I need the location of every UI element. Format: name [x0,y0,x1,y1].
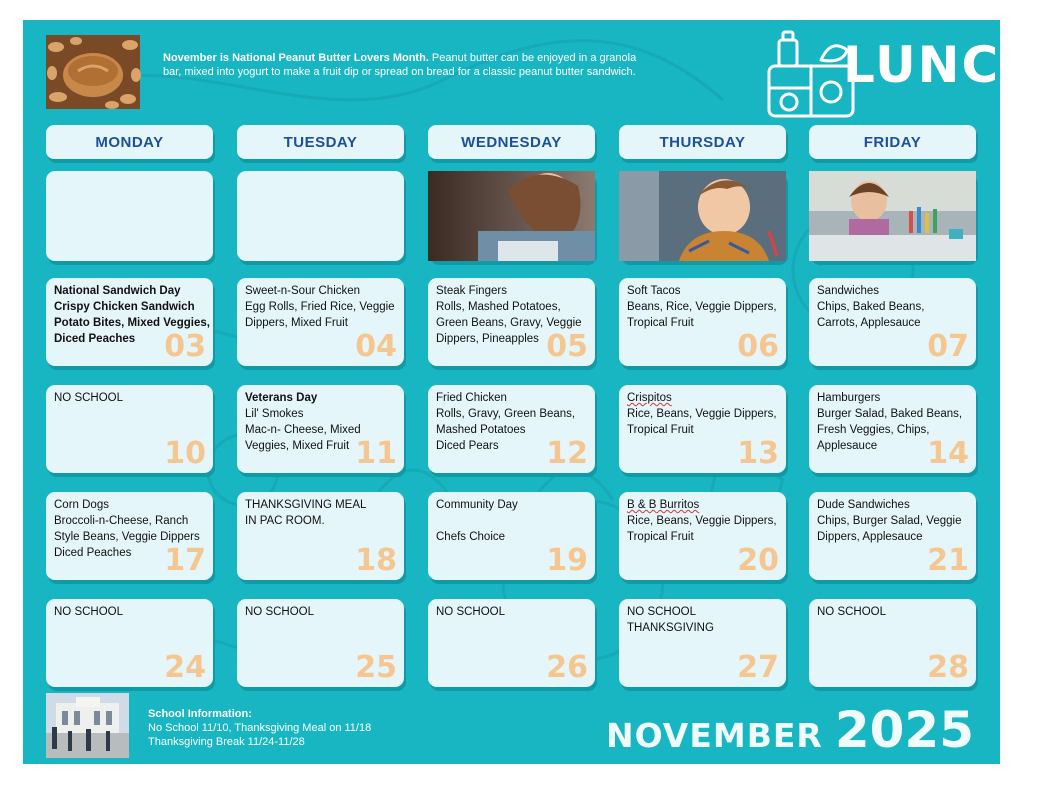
menu-item-line: Sandwiches [817,285,880,297]
day-header-monday: MONDAY [46,125,213,159]
menu-item-line: Tropical Fruit [627,531,694,543]
menu-item-line: Mashed Potatoes [436,424,526,436]
date-number: 07 [927,329,969,364]
school-info-line: Thanksgiving Break 11/24-11/28 [148,736,305,748]
menu-item-line: Veterans Day [245,392,318,404]
menu-item-line: Tropical Fruit [627,317,694,329]
day-header-wednesday: WEDNESDAY [428,125,595,159]
menu-item-line: Carrots, Applesauce [817,317,921,329]
menu-item-line: NO SCHOOL [627,606,697,618]
date-number: 26 [546,650,588,685]
date-number: 18 [355,543,397,578]
menu-item-line [436,513,589,529]
student-drawing-photo [619,171,786,261]
menu-item-line: Hamburgers [817,392,881,404]
peanut-butter-fact-bold: November is National Peanut Butter Lovers Month. [163,52,429,64]
menu-item-line: Sweet-n-Sour Chicken [245,285,361,297]
student-writing-photo [428,171,595,261]
menu-item-line: National Sandwich Day [54,285,181,297]
menu-item-line: Fresh Veggies, Chips, [817,424,930,436]
menu-item-line: Dude Sandwiches [817,499,910,511]
menu-item-line: Dippers, Mixed Fruit [245,317,348,329]
menu-item-line: Tropical Fruit [627,424,694,436]
menu-items [436,497,589,545]
menu-item-line: Chips, Baked Beans, [817,301,925,313]
menu-item-line: Steak Fingers [436,285,507,297]
menu-items [627,497,780,545]
month-year-title [606,701,974,759]
menu-day-cell [428,278,595,366]
menu-item-line: Broccoli-n-Cheese, Ranch [54,515,189,527]
date-number: 14 [927,436,969,471]
menu-day-cell [809,599,976,687]
menu-item-line: NO SCHOOL [245,606,315,618]
menu-items [245,497,398,529]
menu-day-cell [237,492,404,580]
menu-item-line: Crispy Chicken Sandwich [54,301,195,313]
menu-day-cell [237,278,404,366]
lunch-menu-sheet [23,20,1044,764]
peanut-butter-photo [46,35,140,109]
date-number: 19 [546,543,588,578]
menu-day-cell [428,599,595,687]
menu-day-cell [237,385,404,473]
menu-item-line: Fried Chicken [436,392,507,404]
menu-item-line: Veggies, Mixed Fruit [245,440,350,452]
date-number: 11 [355,436,397,471]
menu-item-line: Diced Peaches [54,547,132,559]
day-header-friday: FRIDAY [809,125,976,159]
menu-day-cell [809,385,976,473]
menu-day-cell [428,492,595,580]
menu-item-line: Rolls, Gravy, Green Beans, [436,408,576,420]
menu-items [245,604,398,620]
menu-item-line: Burger Salad, Baked Beans, [817,408,963,420]
menu-item-line: Diced Pears [436,440,499,452]
date-number: 03 [164,329,206,364]
menu-item-line: NO SCHOOL [817,606,887,618]
photo-placeholder-tuesday [237,171,404,261]
menu-item-line: Applesauce [817,440,878,452]
date-number: 20 [737,543,779,578]
photo-placeholder-monday [46,171,213,261]
school-info-line: No School 11/10, Thanksgiving Meal on 11/18 [148,722,372,734]
menu-item-line: Rice, Beans, Veggie Dippers, [627,408,777,420]
menu-day-cell [46,492,213,580]
date-number: 21 [927,543,969,578]
menu-item-line: Rice, Beans, Veggie Dippers, [627,515,777,527]
menu-items [54,604,207,620]
menu-items [627,604,780,636]
date-number: 24 [164,650,206,685]
menu-item-line: Soft Tacos [627,285,681,297]
menu-item-line: Rolls, Mashed Potatoes, [436,301,561,313]
menu-day-cell [428,385,595,473]
year-label: 2025 [834,701,974,759]
school-info-title: School Information: [148,708,252,720]
menu-items [817,604,970,620]
menu-item-line: Lil' Smokes [245,408,304,420]
peanut-butter-fact [163,52,653,79]
menu-items [627,390,780,438]
month-label: NOVEMBER [606,716,823,755]
menu-item-line: Style Beans, Veggie Dippers [54,531,200,543]
menu-item-line: THANKSGIVING MEAL [245,499,367,511]
menu-item-line: Chefs Choice [436,531,506,543]
menu-items [54,390,207,406]
date-number: 25 [355,650,397,685]
menu-item-line: NO SCHOOL [436,606,506,618]
menu-items [436,604,589,620]
date-number: 13 [737,436,779,471]
menu-item-line: NO SCHOOL [54,606,124,618]
day-header-tuesday: TUESDAY [237,125,404,159]
menu-day-cell [46,278,213,366]
menu-item-line: IN PAC ROOM. [245,515,325,527]
menu-day-cell [46,599,213,687]
students-crafting-photo [809,171,976,261]
menu-day-cell [809,492,976,580]
day-header-thursday: THURSDAY [619,125,786,159]
menu-item-line: Mac-n- Cheese, Mixed [245,424,361,436]
date-number: 12 [546,436,588,471]
menu-day-cell [619,492,786,580]
menu-item-line: Potato Bites, Mixed Veggies, [54,317,210,329]
menu-item-line: Egg Rolls, Fried Rice, Veggie [245,301,395,313]
menu-day-cell [619,385,786,473]
menu-item-line: Community Day [436,499,518,511]
menu-item-line: THANKSGIVING [627,622,714,634]
menu-item-line: Green Beans, Gravy, Veggie [436,317,582,329]
date-number: 06 [737,329,779,364]
date-number: 05 [546,329,588,364]
menu-item-line: NO SCHOOL [54,392,124,404]
date-number: 04 [355,329,397,364]
peanut-butter-fact-body: Peanut butter can be enjoyed in a granola bar, mixed into yogurt to make a fruit dip or spread on bread for a classic peanut butter sandwich. [163,52,637,78]
menu-item-line: Crispitos [627,392,672,404]
page-title: LUNCH [843,36,1044,94]
school-building-photo [46,693,129,758]
menu-item-line: Chips, Burger Salad, Veggie [817,515,962,527]
menu-item-line: Dippers, Pineapples [436,333,539,345]
date-number: 10 [164,436,206,471]
menu-items [817,283,970,331]
menu-item-line: Beans, Rice, Veggie Dippers, [627,301,777,313]
menu-items [817,497,970,545]
date-number: 17 [164,543,206,578]
menu-item-line: B & B Burritos [627,499,700,511]
menu-items [627,283,780,331]
menu-day-cell [46,385,213,473]
menu-items [245,283,398,331]
menu-day-cell [619,599,786,687]
school-information [148,707,371,749]
menu-day-cell [237,599,404,687]
menu-item-line: Corn Dogs [54,499,109,511]
menu-day-cell [809,278,976,366]
date-number: 28 [927,650,969,685]
date-number: 27 [737,650,779,685]
menu-day-cell [619,278,786,366]
menu-item-line: Dippers, Applesauce [817,531,923,543]
menu-item-line: Diced Peaches [54,333,136,345]
